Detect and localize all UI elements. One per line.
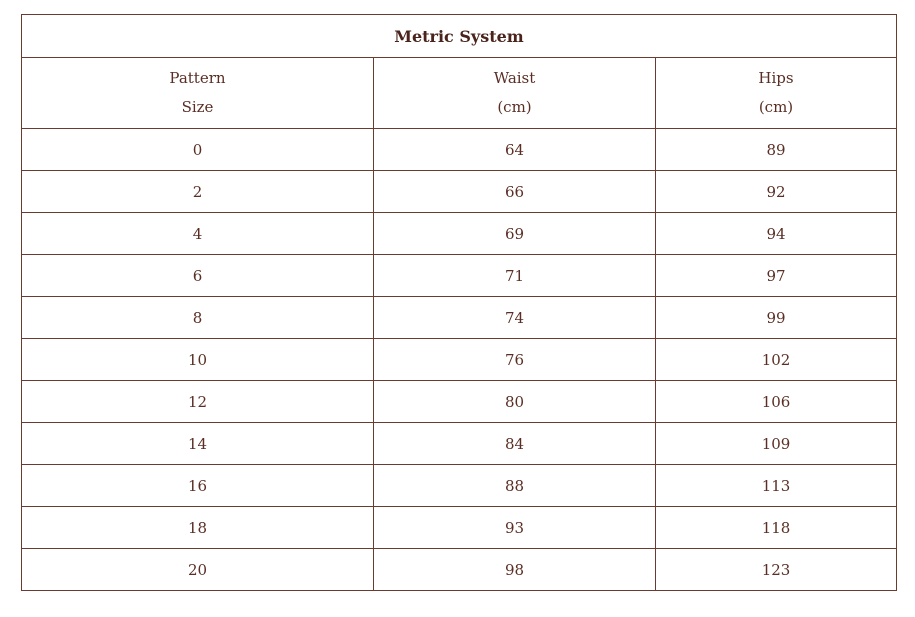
pattern-size-cell: 10: [22, 339, 374, 381]
table-row: [22, 129, 897, 171]
table-row: [22, 171, 897, 213]
hips-cell: 97: [656, 255, 897, 297]
pattern-size-cell: 2: [22, 171, 374, 213]
hips-cell: 123: [656, 549, 897, 591]
table-row: [22, 423, 897, 465]
table-row: [22, 297, 897, 339]
table-row: [22, 255, 897, 297]
pattern-size-cell: 4: [22, 213, 374, 255]
waist-cell: 66: [374, 171, 656, 213]
table-row: [22, 339, 897, 381]
pattern-size-cell: 6: [22, 255, 374, 297]
column-header-line: (cm): [758, 98, 794, 116]
column-header-pattern-size: [22, 58, 374, 129]
waist-cell: 69: [374, 213, 656, 255]
waist-cell: 98: [374, 549, 656, 591]
table-row: [22, 465, 897, 507]
hips-cell: 109: [656, 423, 897, 465]
hips-cell: 92: [656, 171, 897, 213]
column-header-hips: [656, 58, 897, 129]
hips-cell: 89: [656, 129, 897, 171]
table-body: [22, 129, 897, 591]
column-header-line: Size: [181, 98, 214, 116]
table-row: [22, 213, 897, 255]
hips-cell: 113: [656, 465, 897, 507]
waist-cell: 80: [374, 381, 656, 423]
column-header-line: (cm): [497, 98, 532, 116]
pattern-size-cell: 8: [22, 297, 374, 339]
pattern-size-cell: 0: [22, 129, 374, 171]
waist-cell: 88: [374, 465, 656, 507]
waist-cell: 71: [374, 255, 656, 297]
table-title: Metric System: [22, 15, 897, 58]
pattern-size-cell: 20: [22, 549, 374, 591]
table-row: [22, 549, 897, 591]
column-header-line: Waist: [493, 69, 536, 87]
hips-cell: 106: [656, 381, 897, 423]
hips-cell: 118: [656, 507, 897, 549]
waist-cell: 93: [374, 507, 656, 549]
table-row: [22, 381, 897, 423]
waist-cell: 84: [374, 423, 656, 465]
pattern-size-cell: 14: [22, 423, 374, 465]
size-chart-table: [21, 14, 897, 591]
table-row: [22, 507, 897, 549]
column-header-line: Pattern: [169, 69, 226, 87]
waist-cell: 76: [374, 339, 656, 381]
hips-cell: 102: [656, 339, 897, 381]
waist-cell: 64: [374, 129, 656, 171]
hips-cell: 99: [656, 297, 897, 339]
pattern-size-cell: 12: [22, 381, 374, 423]
pattern-size-cell: 16: [22, 465, 374, 507]
column-header-line: Hips: [758, 69, 794, 87]
column-header-waist: [374, 58, 656, 129]
waist-cell: 74: [374, 297, 656, 339]
hips-cell: 94: [656, 213, 897, 255]
pattern-size-cell: 18: [22, 507, 374, 549]
